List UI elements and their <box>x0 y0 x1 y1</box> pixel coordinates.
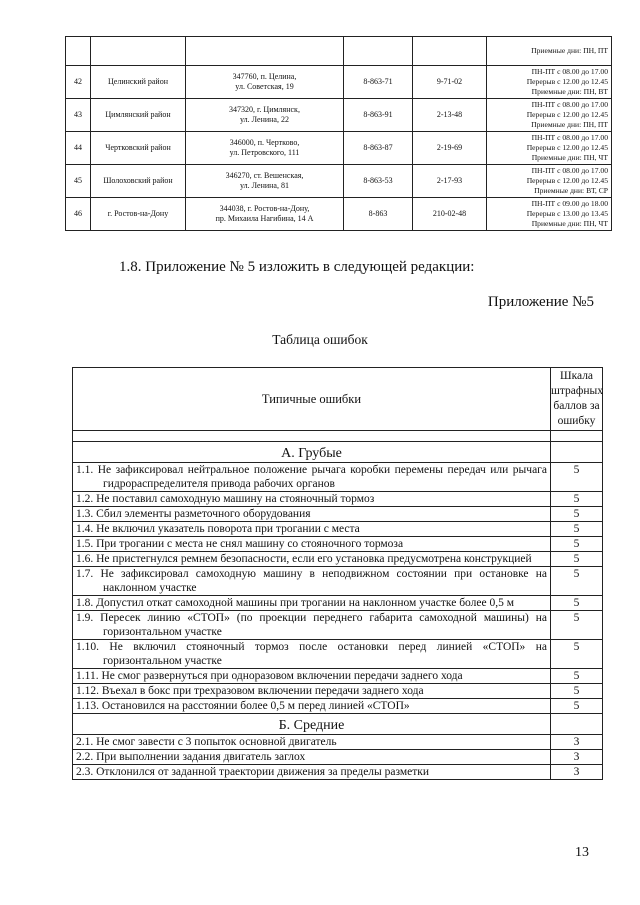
error-description <box>73 463 551 492</box>
error-points: 5 <box>551 684 603 699</box>
error-description <box>73 640 551 669</box>
office-address <box>186 165 344 198</box>
error-row <box>73 552 603 567</box>
error-points: 3 <box>551 765 603 780</box>
error-points: 5 <box>551 567 603 596</box>
office-address-line: ул. Ленина, 22 <box>240 115 289 124</box>
office-hours-line: Приемные дни: ПН, ПТ <box>531 46 608 55</box>
office-district: Шолоховский район <box>91 165 186 198</box>
error-description <box>73 596 551 611</box>
office-district <box>91 37 186 66</box>
error-row <box>73 492 603 507</box>
error-points: 5 <box>551 552 603 567</box>
office-hours <box>487 198 612 231</box>
errors-header-row <box>73 368 603 431</box>
office-hours-line: Приемные дни: ПН, ЧТ <box>531 219 608 228</box>
error-points: 3 <box>551 750 603 765</box>
office-phone-code: 8-863 <box>344 198 413 231</box>
office-phone-code: 8-863-87 <box>344 132 413 165</box>
office-address-line: 346000, п. Чертково, <box>229 138 300 147</box>
office-district: г. Ростов-на-Дону <box>91 198 186 231</box>
office-hours <box>487 165 612 198</box>
error-points: 5 <box>551 669 603 684</box>
error-text: 1.2. Не поставил самоходную машину на стояночный тормоз <box>76 493 375 505</box>
error-text: 1.1. Не зафиксировал нейтральное положение рычага коробки перемены передач или рычага гидрораспределителя привода рабочих органов <box>76 464 547 490</box>
error-points: 5 <box>551 611 603 640</box>
error-points: 5 <box>551 492 603 507</box>
office-address <box>186 132 344 165</box>
office-phone: 2-13-48 <box>413 99 487 132</box>
office-phone-code: 8-863-53 <box>344 165 413 198</box>
error-points: 5 <box>551 463 603 492</box>
office-address <box>186 198 344 231</box>
office-district: Чертковский район <box>91 132 186 165</box>
error-text: 1.11. Не смог развернуться при одноразовом включении передачи заднего хода <box>76 670 463 682</box>
office-hours-line: ПН-ПТ с 08.00 до 17.00 <box>531 166 608 175</box>
error-description <box>73 552 551 567</box>
error-section-points-cell <box>551 714 603 735</box>
office-hours-line: Приемные дни: ПН, ЧТ <box>531 153 608 162</box>
error-row <box>73 699 603 714</box>
error-section-row <box>73 714 603 735</box>
error-row <box>73 735 603 750</box>
office-row <box>66 37 612 66</box>
office-address-line: 346270, ст. Вешенская, <box>225 171 304 180</box>
errors-table-body <box>73 368 603 780</box>
error-description <box>73 735 551 750</box>
office-address-line: 347320, г. Цимлянск, <box>229 105 300 114</box>
error-points: 5 <box>551 640 603 669</box>
office-address-line: пр. Михаила Нагибина, 14 А <box>215 214 314 223</box>
error-points: 3 <box>551 735 603 750</box>
error-description <box>73 507 551 522</box>
error-row <box>73 596 603 611</box>
office-district: Целинский район <box>91 66 186 99</box>
error-text: 1.10. Не включил стояночный тормоз после остановки перед линией «СТОП» на горизонтальном участке <box>76 641 547 667</box>
office-number: 42 <box>66 66 91 99</box>
offices-table-body <box>66 37 612 231</box>
page-number: 13 <box>575 845 589 860</box>
errors-table <box>72 367 603 780</box>
error-description <box>73 684 551 699</box>
error-row <box>73 765 603 780</box>
error-row <box>73 684 603 699</box>
office-hours <box>487 66 612 99</box>
error-row <box>73 669 603 684</box>
office-phone: 9-71-02 <box>413 66 487 99</box>
office-row <box>66 165 612 198</box>
error-section-row <box>73 442 603 463</box>
office-address <box>186 37 344 66</box>
error-text: 2.1. Не смог завести с 3 попыток основной двигатель <box>76 736 337 748</box>
office-address-line: 347760, п. Целина, <box>232 72 297 81</box>
header-scale <box>551 368 603 431</box>
appendix-label: Приложение №5 <box>487 294 594 310</box>
errors-spacer-row <box>73 431 603 442</box>
error-row <box>73 507 603 522</box>
error-section-title: А. Грубые <box>73 442 551 463</box>
office-number: 46 <box>66 198 91 231</box>
error-row <box>73 750 603 765</box>
office-row <box>66 99 612 132</box>
error-description <box>73 522 551 537</box>
office-row <box>66 132 612 165</box>
office-number: 44 <box>66 132 91 165</box>
error-points: 5 <box>551 537 603 552</box>
error-text: 1.5. При трогании с места не снял машину со стояночного тормоза <box>76 538 404 550</box>
error-points: 5 <box>551 699 603 714</box>
office-row <box>66 66 612 99</box>
table-title: Таблица ошибок <box>272 332 368 347</box>
office-hours-line: ПН-ПТ с 09.00 до 18.00 <box>531 199 608 208</box>
error-points: 5 <box>551 596 603 611</box>
office-phone: 2-19-69 <box>413 132 487 165</box>
office-hours <box>487 37 612 66</box>
header-scale-line: штрафных <box>551 385 603 397</box>
office-row <box>66 198 612 231</box>
error-description <box>73 611 551 640</box>
office-phone: 2-17-93 <box>413 165 487 198</box>
office-hours-line: Перерыв с 12.00 до 12.45 <box>526 143 608 152</box>
error-text: 1.3. Сбил элементы разметочного оборудования <box>76 508 311 520</box>
office-address <box>186 99 344 132</box>
office-hours <box>487 132 612 165</box>
error-description <box>73 537 551 552</box>
header-errors: Типичные ошибки <box>73 368 551 431</box>
office-hours-line: Приемные дни: ПН, ВТ <box>531 87 608 96</box>
office-hours-line: Приемные дни: ПН, ПТ <box>531 120 608 129</box>
error-points: 5 <box>551 522 603 537</box>
office-hours-line: Перерыв с 12.00 до 12.45 <box>526 110 608 119</box>
error-text: 1.12. Въехал в бокс при трехразовом включении передачи заднего хода <box>76 685 424 697</box>
office-district: Цимлянский район <box>91 99 186 132</box>
office-phone-code <box>344 37 413 66</box>
office-phone <box>413 37 487 66</box>
error-description <box>73 492 551 507</box>
error-text: 1.7. Не зафиксировал самоходную машину в неподвижном состоянии при остановке на наклонном участке <box>76 568 547 594</box>
error-row <box>73 611 603 640</box>
office-address <box>186 66 344 99</box>
error-text: 1.13. Остановился на расстоянии более 0,5 м перед линией «СТОП» <box>76 700 410 712</box>
error-description <box>73 750 551 765</box>
header-scale-line: баллов за <box>553 400 600 412</box>
error-description <box>73 699 551 714</box>
office-number: 45 <box>66 165 91 198</box>
office-hours <box>487 99 612 132</box>
error-section-points-cell <box>551 442 603 463</box>
office-address-line: ул. Советская, 19 <box>235 82 294 91</box>
office-number: 43 <box>66 99 91 132</box>
office-address-line: 344038, г. Ростов-на-Дону, <box>219 204 310 213</box>
error-section-title: Б. Средние <box>73 714 551 735</box>
office-hours-line: Перерыв с 13.00 до 13.45 <box>526 209 608 218</box>
error-description <box>73 765 551 780</box>
error-points: 5 <box>551 507 603 522</box>
office-address-line: ул. Петровского, 111 <box>229 148 300 157</box>
office-hours-line: ПН-ПТ с 08.00 до 17.00 <box>531 67 608 76</box>
office-phone-code: 8-863-71 <box>344 66 413 99</box>
error-row <box>73 640 603 669</box>
error-description <box>73 567 551 596</box>
office-phone: 210-02-48 <box>413 198 487 231</box>
error-row <box>73 463 603 492</box>
office-number <box>66 37 91 66</box>
error-description <box>73 669 551 684</box>
office-hours-line: Приемные дни: ВТ, СР <box>534 186 608 195</box>
error-text: 2.2. При выполнении задания двигатель заглох <box>76 751 306 763</box>
error-text: 1.9. Пересек линию «СТОП» (по проекции переднего габарита самоходной машины) на горизонтальном участке <box>76 612 547 638</box>
office-hours-line: Перерыв с 12.00 до 12.45 <box>526 77 608 86</box>
error-row <box>73 567 603 596</box>
office-hours-line: ПН-ПТ с 08.00 до 17.00 <box>531 133 608 142</box>
office-address-line: ул. Ленина, 81 <box>240 181 289 190</box>
offices-table <box>65 36 612 231</box>
error-text: 1.6. Не пристегнулся ремнем безопасности, если его установка предусмотрена конструкцией <box>76 553 532 565</box>
error-text: 2.3. Отклонился от заданной траектории движения за пределы разметки <box>76 766 430 778</box>
error-row <box>73 522 603 537</box>
office-phone-code: 8-863-91 <box>344 99 413 132</box>
error-text: 1.4. Не включил указатель поворота при трогании с места <box>76 523 360 535</box>
office-hours-line: Перерыв с 12.00 до 12.45 <box>526 176 608 185</box>
header-scale-line: ошибку <box>557 415 596 427</box>
error-row <box>73 537 603 552</box>
section-heading: 1.8. Приложение № 5 изложить в следующей редакции: <box>119 259 475 275</box>
error-text: 1.8. Допустил откат самоходной машины при трогании на наклонном участке более 0,5 м <box>76 597 515 609</box>
office-hours-line: ПН-ПТ с 08.00 до 17.00 <box>531 100 608 109</box>
header-scale-line: Шкала <box>559 370 594 382</box>
